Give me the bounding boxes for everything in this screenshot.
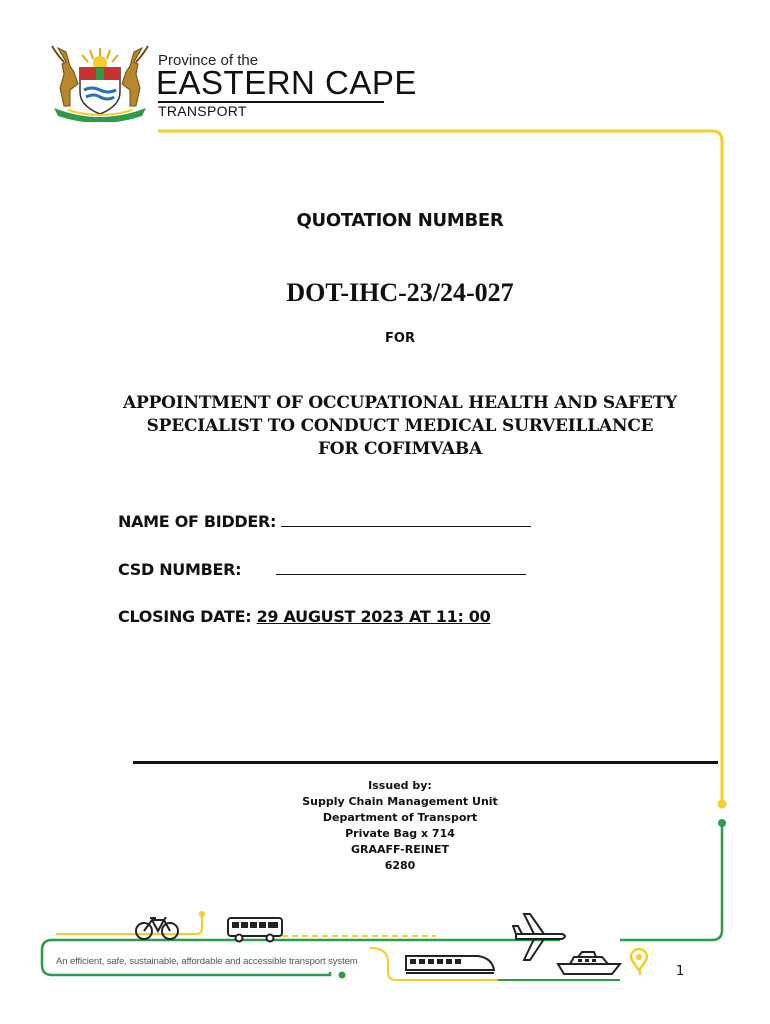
closing-date-field	[118, 607, 490, 626]
csd-number-blank	[276, 560, 526, 575]
section-divider	[133, 761, 718, 764]
location-pin-icon	[628, 948, 650, 972]
bidder-name-label: NAME OF BIDDER:	[118, 512, 277, 531]
page-number: 1	[676, 964, 685, 979]
bidder-name-field	[118, 512, 531, 531]
issued-line: Private Bag x 714	[345, 827, 455, 840]
title-line: FOR COFIMVABA	[317, 439, 483, 459]
document-title	[0, 392, 770, 461]
issued-line: GRAAFF-REINET	[350, 843, 450, 856]
quotation-number: DOT-IHC-23/24-027	[286, 278, 514, 307]
quotation-label: QUOTATION NUMBER	[296, 210, 504, 231]
csd-number-field	[118, 560, 241, 579]
issued-line: Department of Transport	[322, 811, 478, 824]
closing-date-value: 29 AUGUST 2023 AT 11: 00	[256, 607, 491, 626]
bus-icon	[226, 915, 284, 943]
logo-province-name: EASTERN CAPE	[156, 64, 417, 101]
title-line: SPECIALIST TO CONDUCT MEDICAL SURVEILLANCE	[146, 416, 654, 436]
csd-number-label: CSD NUMBER:	[118, 560, 242, 579]
logo-department: TRANSPORT	[158, 103, 247, 119]
issued-by-block	[0, 778, 770, 874]
title-line: APPOINTMENT OF OCCUPATIONAL HEALTH AND SAFETY	[123, 393, 677, 413]
ship-icon	[556, 950, 622, 976]
closing-date-label: CLOSING DATE:	[118, 607, 252, 626]
footer-tagline: An efficient, safe, sustainable, affordable and accessible transport system	[56, 956, 358, 967]
issued-line: 6280	[384, 859, 416, 872]
train-icon	[404, 952, 496, 976]
for-label: FOR	[385, 331, 415, 346]
coat-of-arms-icon	[44, 44, 156, 122]
bidder-name-blank	[281, 512, 531, 527]
logo-province-text: Province of the	[158, 52, 259, 69]
issued-line: Issued by:	[368, 779, 432, 792]
bicycle-icon	[134, 915, 180, 941]
issued-line: Supply Chain Management Unit	[302, 795, 498, 808]
